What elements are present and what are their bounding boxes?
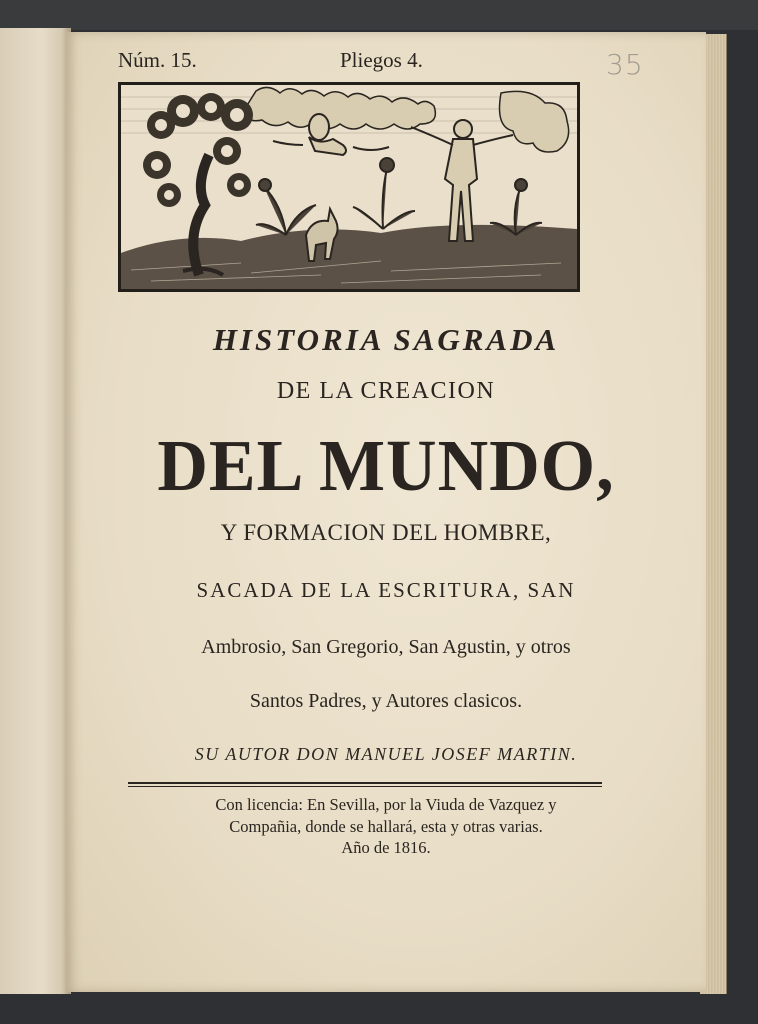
double-rule-bottom bbox=[128, 786, 602, 787]
subtitle-santos-padres: Santos Padres, y Autores clasicos. bbox=[249, 690, 523, 712]
page-header bbox=[66, 48, 706, 82]
subtitle-sacada-de-la-escritura: SACADA DE LA ESCRITURA, SAN bbox=[196, 578, 576, 602]
subtitle-ambrosio: Ambrosio, San Gregorio, San Agustin, y otros bbox=[201, 636, 571, 658]
title-del-mundo: DEL MUNDO, bbox=[157, 426, 615, 507]
title-de-la-creacion: DE LA CREACION bbox=[276, 378, 496, 404]
title-historia-sagrada: HISTORIA SAGRADA bbox=[212, 322, 560, 357]
title-page bbox=[66, 32, 706, 992]
title-formacion-del-hombre: Y FORMACION DEL HOMBRE, bbox=[220, 520, 552, 545]
sheet-count: Pliegos 4. bbox=[340, 48, 423, 72]
double-rule-top bbox=[128, 782, 602, 784]
pencil-folio-number: 35 bbox=[606, 48, 644, 81]
issue-number: Núm. 15. bbox=[118, 48, 197, 72]
imprint-year: Año de 1816. bbox=[341, 838, 431, 857]
imprint-line-2: Compañia, donde se hallará, esta y otras varias. bbox=[229, 817, 543, 836]
facing-page-edge bbox=[0, 28, 71, 994]
author-line: SU AUTOR DON MANUEL JOSEF MARTIN. bbox=[194, 744, 578, 764]
creation-scene-woodcut-icon bbox=[121, 85, 577, 289]
scanner-background bbox=[0, 0, 758, 30]
creation-woodcut-illustration bbox=[118, 82, 580, 292]
imprint-line-1: Con licencia: En Sevilla, por la Viuda de Vazquez y bbox=[215, 795, 557, 814]
